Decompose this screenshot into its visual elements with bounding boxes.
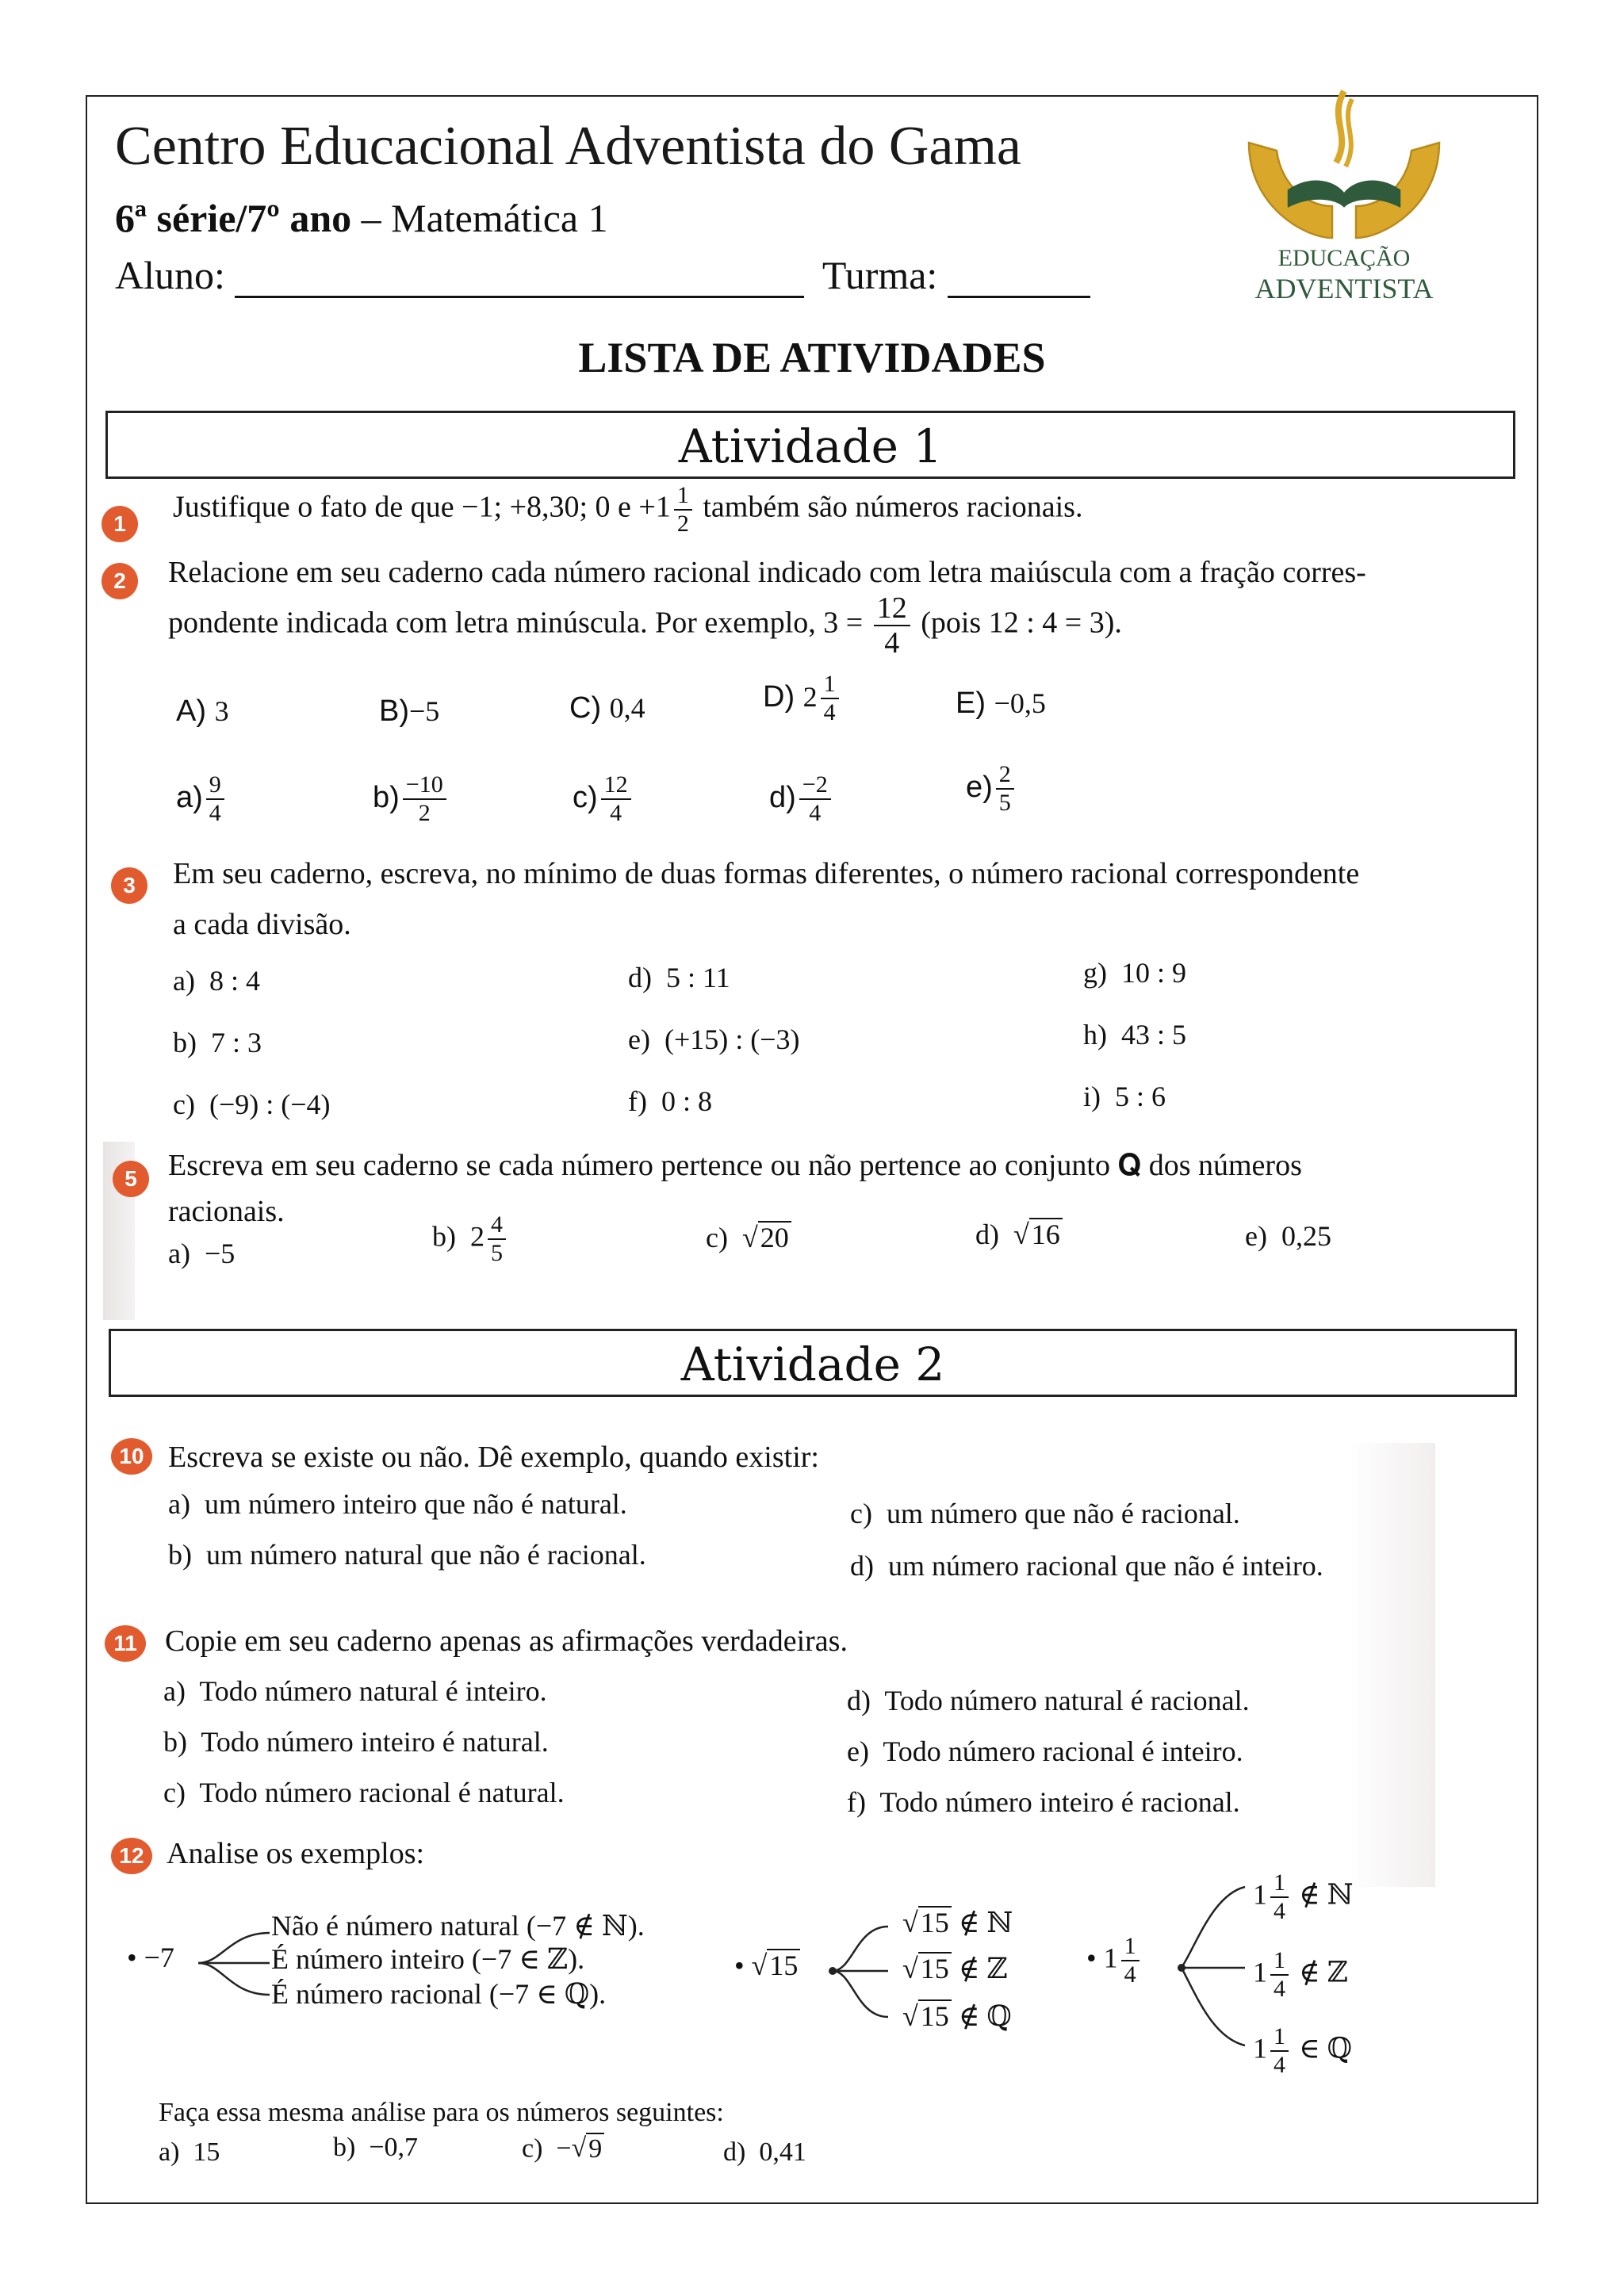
activity-1-header: Atividade 1 — [105, 411, 1515, 479]
question-2-line2 — [168, 593, 1122, 658]
example-root: • −7 — [127, 1942, 174, 1973]
branch-lines — [825, 1911, 912, 2030]
option-q5: b) 2 $\frac{4}{5}$ — [432, 1213, 509, 1265]
option-upper: E) −0,5 — [956, 687, 1046, 720]
option-upper: B)−5 — [379, 695, 440, 728]
division-item: f) 0 : 8 — [628, 1085, 712, 1117]
question-12-text: Analise os exemplos: — [167, 1837, 425, 1870]
division-item: a) 8 : 4 — [173, 965, 260, 997]
question-5-line2: racionais. — [168, 1195, 285, 1228]
fraction: $\frac{12}{4}$ — [874, 593, 910, 658]
option-lower: c) $\frac{12}{4}$ — [573, 773, 634, 825]
list-item: d) um número racional que não é inteiro. — [850, 1550, 1323, 1582]
option-upper: D) 2 $\frac{1}{4}$ — [763, 672, 842, 725]
option-q5: e) 0,25 — [1245, 1220, 1331, 1252]
question-10-text: Escreva se existe ou não. Dê exemplo, quando existir: — [168, 1441, 819, 1474]
student-name-field[interactable] — [235, 261, 804, 298]
sqrt: √ 15 — [902, 1906, 952, 1939]
fraction: $\frac{9}{4}$ — [206, 773, 224, 825]
question-badge: 12 — [111, 1838, 152, 1874]
q1-post: também são números racionais. — [703, 490, 1083, 524]
division-item: d) 5 : 11 — [628, 962, 730, 993]
branch-text: √ 15 ∉ ℚ — [902, 2000, 1012, 2033]
option-lower: b) $\frac{-10}{2}$ — [373, 773, 450, 825]
option-q5: a) −5 — [168, 1238, 236, 1269]
fraction: $\frac{1}{4}$ — [821, 672, 839, 725]
sqrt: √ 20 — [742, 1221, 791, 1254]
class-field[interactable] — [948, 261, 1090, 298]
division-item: i) 5 : 6 — [1083, 1081, 1166, 1112]
division-item: g) 10 : 9 — [1083, 957, 1187, 989]
fraction: $\frac{1}{4}$ — [1270, 2025, 1289, 2077]
activity-2-header: Atividade 2 — [109, 1329, 1517, 1397]
student-label: Aluno: — [115, 253, 225, 297]
q12-footer-text: Faça essa mesma análise para os números seguintes: — [159, 2098, 724, 2127]
question-badge: 10 — [111, 1438, 152, 1475]
grade-subject-line — [115, 195, 608, 241]
fraction: $\frac{1}{4}$ — [1121, 1934, 1139, 1987]
question-5-line1: Escreva em seu caderno se cada número pertence ou não pertence ao conjunto 𝐐 dos números — [168, 1149, 1302, 1182]
fraction: $\frac{-2}{4}$ — [799, 773, 831, 825]
option-upper: C) 0,4 — [569, 691, 645, 725]
student-line — [115, 252, 1090, 298]
dash: – — [351, 196, 392, 240]
branch-text: √ 15 ∉ ℕ — [902, 1907, 1013, 1939]
list-item: a) um número inteiro que não é natural. — [168, 1488, 627, 1520]
division-item: b) 7 : 3 — [173, 1027, 262, 1058]
branch-text: Não é número natural (−7 ∉ ℕ). — [271, 1910, 645, 1942]
option-lower: d) $\frac{-2}{4}$ — [769, 773, 834, 825]
question-3-line1: Em seu caderno, escreva, no mínimo de duas formas diferentes, o número racional correspondente — [173, 857, 1360, 890]
list-item: b) −0,7 — [333, 2133, 419, 2162]
class-label: Turma: — [822, 253, 938, 297]
list-item: d) 0,41 — [723, 2137, 806, 2167]
example-root: • √ 15 — [734, 1949, 800, 1982]
question-badge: 5 — [113, 1161, 149, 1197]
q2-pre: pondente indicada com letra minúscula. Por exemplo, 3 = — [168, 606, 864, 640]
grade: 6ª série/7º ano — [115, 196, 352, 240]
sqrt: √ 15 — [902, 1952, 952, 1985]
fraction: $\frac{1}{4}$ — [1270, 1949, 1289, 2001]
school-name: Centro Educacional Adventista do Gama — [115, 116, 1022, 177]
list-item: c) Todo número racional é natural. — [163, 1777, 565, 1808]
subject: Matemática 1 — [391, 196, 608, 240]
fraction: $\frac{12}{4}$ — [601, 773, 631, 825]
sqrt: √ 15 — [902, 1999, 952, 2033]
question-1-text — [173, 484, 1082, 536]
logo-text-1: EDUCAÇÃO — [1277, 245, 1411, 271]
option-upper: A) 3 — [176, 695, 229, 728]
branch-text: 1 $\frac{1}{4}$ ∉ ℕ — [1253, 1869, 1354, 1924]
branch-text: É número inteiro (−7 ∈ ℤ). — [271, 1943, 585, 1975]
sqrt: √ 9 — [572, 2133, 605, 2164]
branch-lines — [190, 1919, 278, 2014]
question-badge: 3 — [111, 867, 147, 904]
list-item: b) um número natural que não é racional. — [168, 1539, 646, 1571]
list-item: d) Todo número natural é racional. — [847, 1685, 1250, 1716]
fraction: $\frac{-10}{2}$ — [403, 773, 446, 825]
list-item: c) um número que não é racional. — [850, 1498, 1240, 1529]
list-item: b) Todo número inteiro é natural. — [163, 1726, 549, 1758]
question-11-text: Copie em seu caderno apenas as afirmações verdadeiras. — [165, 1624, 848, 1658]
question-badge: 11 — [105, 1625, 146, 1662]
list-item: a) Todo número natural é inteiro. — [163, 1675, 547, 1707]
list-item: f) Todo número inteiro é racional. — [847, 1786, 1240, 1818]
option-q5: d) √ 16 — [975, 1218, 1063, 1251]
sqrt: √ 16 — [1013, 1218, 1063, 1251]
logo-text-2: ADVENTISTA — [1254, 273, 1434, 304]
scan-shadow — [1348, 1443, 1435, 1887]
option-lower: a) $\frac{9}{4}$ — [176, 773, 228, 825]
question-badge: 2 — [102, 563, 138, 599]
division-item: h) 43 : 5 — [1083, 1019, 1187, 1050]
list-title: LISTA DE ATIVIDADES — [578, 334, 1046, 381]
division-item: c) (−9) : (−4) — [173, 1089, 331, 1120]
fraction: $\frac{1}{2}$ — [674, 484, 692, 536]
q2-post: (pois 12 : 4 = 3). — [921, 606, 1122, 640]
fraction: $\frac{1}{4}$ — [1270, 1871, 1289, 1923]
branch-text: É número racional (−7 ∈ ℚ). — [271, 1978, 607, 2010]
q1-pre: Justifique o fato de que −1; +8,30; 0 e +1 — [173, 490, 671, 524]
branch-lines — [1174, 1871, 1253, 2061]
question-2-line1: Relacione em seu caderno cada número racional indicado com letra maiúscula com a fração corres- — [168, 556, 1366, 589]
example-root: • 1 $\frac{1}{4}$ — [1086, 1934, 1143, 1987]
list-item: e) Todo número racional é inteiro. — [847, 1735, 1243, 1767]
fraction: $\frac{2}{5}$ — [996, 763, 1014, 815]
logo — [1233, 87, 1455, 304]
question-3-line2: a cada divisão. — [173, 908, 351, 941]
logo-hands-icon — [1233, 87, 1455, 246]
option-lower: e) $\frac{2}{5}$ — [966, 763, 1017, 815]
branch-text: √ 15 ∉ ℤ — [902, 1953, 1008, 1985]
branch-text: 1 $\frac{1}{4}$ ∉ ℤ — [1253, 1947, 1348, 2002]
list-item: a) 15 — [159, 2137, 220, 2167]
list-item: c) − √ 9 — [522, 2133, 604, 2164]
fraction: $\frac{4}{5}$ — [488, 1213, 506, 1265]
option-q5: c) √ 20 — [706, 1221, 791, 1254]
division-item: e) (+15) : (−3) — [628, 1024, 800, 1055]
question-badge: 1 — [102, 506, 138, 542]
branch-text: 1 $\frac{1}{4}$ ∈ ℚ — [1253, 2023, 1353, 2078]
sqrt: √ 15 — [752, 1949, 801, 1982]
